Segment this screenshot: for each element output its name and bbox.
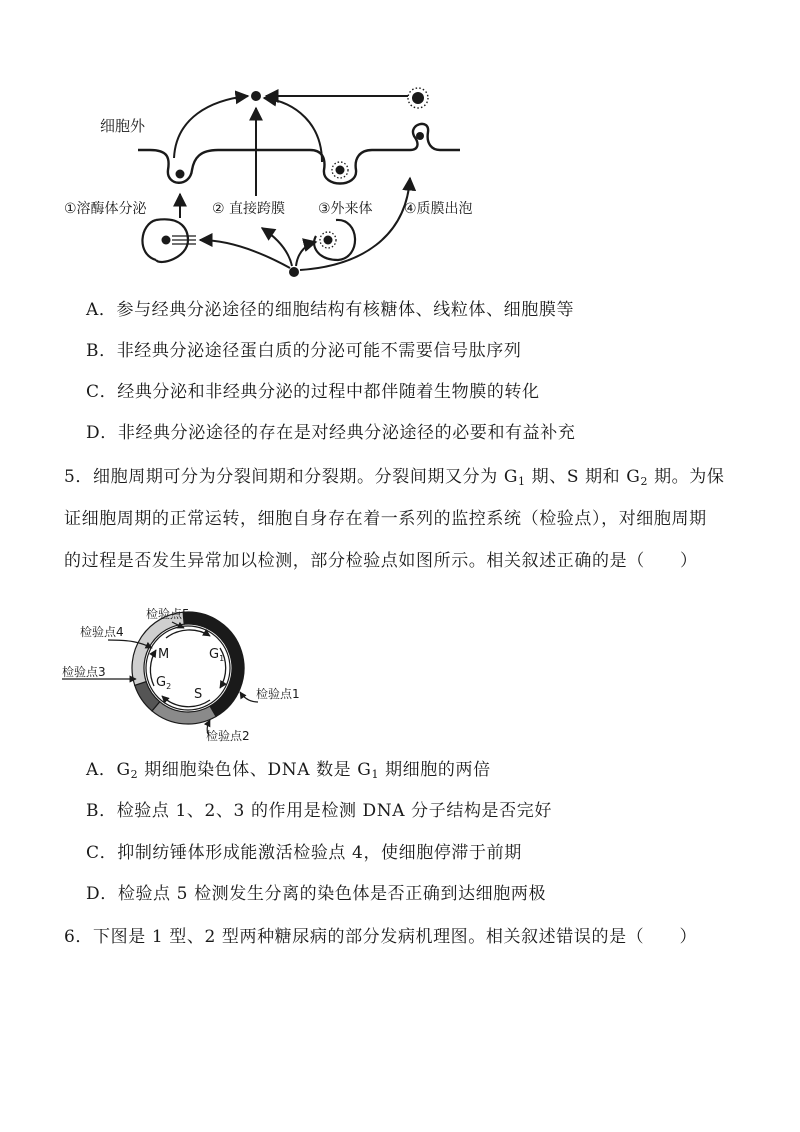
secretion-pathway-figure <box>60 78 500 288</box>
option-text: 非经典分泌途径蛋白质的分泌可能不需要信号肽序列 <box>116 341 522 361</box>
pathway-2-label: ② 直接跨膜 <box>212 201 286 217</box>
q4-option-b <box>86 340 522 362</box>
q6-text: 下图是 1 型、2 型两种糖尿病的部分发病机理图。相关叙述错误的是（ ） <box>93 927 698 947</box>
option-letter: D． <box>86 884 118 904</box>
g1-sub: 1 <box>219 654 225 663</box>
option-letter: A． <box>86 760 117 780</box>
q5-option-d <box>86 883 546 905</box>
q5-text-c: 期。为保 <box>648 467 725 487</box>
starburst-vesicle-icon <box>408 88 428 108</box>
option-text: 非经典分泌途径的存在是对经典分泌途径的必要和有益补充 <box>117 423 576 443</box>
pathway-4-label: ④质膜出泡 <box>404 201 473 217</box>
q5-option-c <box>86 842 522 864</box>
option-text-post: 期细胞的两倍 <box>379 760 491 780</box>
cell-cycle-figure <box>60 606 320 746</box>
subscript-1: 1 <box>518 475 526 488</box>
q5-option-b <box>86 800 552 822</box>
option-text: 检验点 5 检测发生分离的染色体是否正确到达细胞两极 <box>117 884 547 904</box>
option-letter: C． <box>86 382 118 402</box>
lysosome-icon <box>142 219 196 262</box>
question-number: 6． <box>64 927 94 947</box>
option-text: 经典分泌和非经典分泌的过程中都伴随着生物膜的转化 <box>117 382 540 402</box>
phase-s-label: S <box>194 687 203 702</box>
subscript-2: 2 <box>640 475 649 488</box>
q5-stem-line-3: 的过程是否发生异常加以检测，部分检验点如图所示。相关叙述正确的是（ ） <box>64 551 698 571</box>
option-text: 参与经典分泌途径的细胞结构有核糖体、线粒体、细胞膜等 <box>116 300 575 320</box>
q4-option-a <box>86 299 574 321</box>
phase-m-label: M <box>158 647 170 662</box>
multivesicular-body-icon <box>314 220 355 260</box>
g2-main: G <box>156 675 167 690</box>
g1-main: G <box>209 647 220 662</box>
question-number: 5． <box>64 467 94 487</box>
pathway-3-label: ③外来体 <box>318 201 373 217</box>
option-letter: D． <box>86 423 118 443</box>
q4-option-d <box>86 422 575 444</box>
option-text: 检验点 1、2、3 的作用是检测 DNA 分子结构是否完好 <box>116 801 552 821</box>
q5-stem-line-1 <box>64 466 724 488</box>
outside-cell-label: 细胞外 <box>100 117 146 135</box>
option-text: 抑制纺锤体形成能激活检验点 4，使细胞停滞于前期 <box>117 843 522 863</box>
checkpoint-3-label: 检验点3 <box>62 665 106 679</box>
subscript-2: 2 <box>130 768 139 781</box>
q5-stem-line-2: 证细胞周期的正常运转，细胞自身存在着一系列的监控系统（检验点），对细胞周期 <box>64 509 707 529</box>
subscript-1: 1 <box>371 768 380 781</box>
option-letter: C． <box>86 843 118 863</box>
option-text-pre: G <box>116 760 131 780</box>
g2-sub: 2 <box>166 682 172 691</box>
checkpoint-1-label: 检验点1 <box>256 687 300 701</box>
exosome-icon <box>332 162 348 178</box>
option-letter: B． <box>86 801 117 821</box>
option-letter: B． <box>86 341 117 361</box>
checkpoint-5-label: 检验点5 <box>146 607 190 621</box>
q6-stem <box>64 926 697 948</box>
cytosolic-protein-dot <box>289 267 299 277</box>
q5-text-b: 期、S 期和 G <box>525 467 641 487</box>
q5-option-a <box>86 759 491 781</box>
pathway-1-label: ①溶酶体分泌 <box>64 201 147 217</box>
option-letter: A． <box>86 300 117 320</box>
q4-option-c <box>86 381 540 403</box>
secreted-protein-dot <box>251 91 261 101</box>
checkpoint-4-label: 检验点4 <box>80 625 124 639</box>
checkpoint-2-label: 检验点2 <box>206 729 250 743</box>
option-text-mid: 期细胞染色体、DNA 数是 G <box>138 760 372 780</box>
q5-text-a: 细胞周期可分为分裂间期和分裂期。分裂间期又分为 G <box>93 467 519 487</box>
cell-membrane <box>138 124 460 184</box>
